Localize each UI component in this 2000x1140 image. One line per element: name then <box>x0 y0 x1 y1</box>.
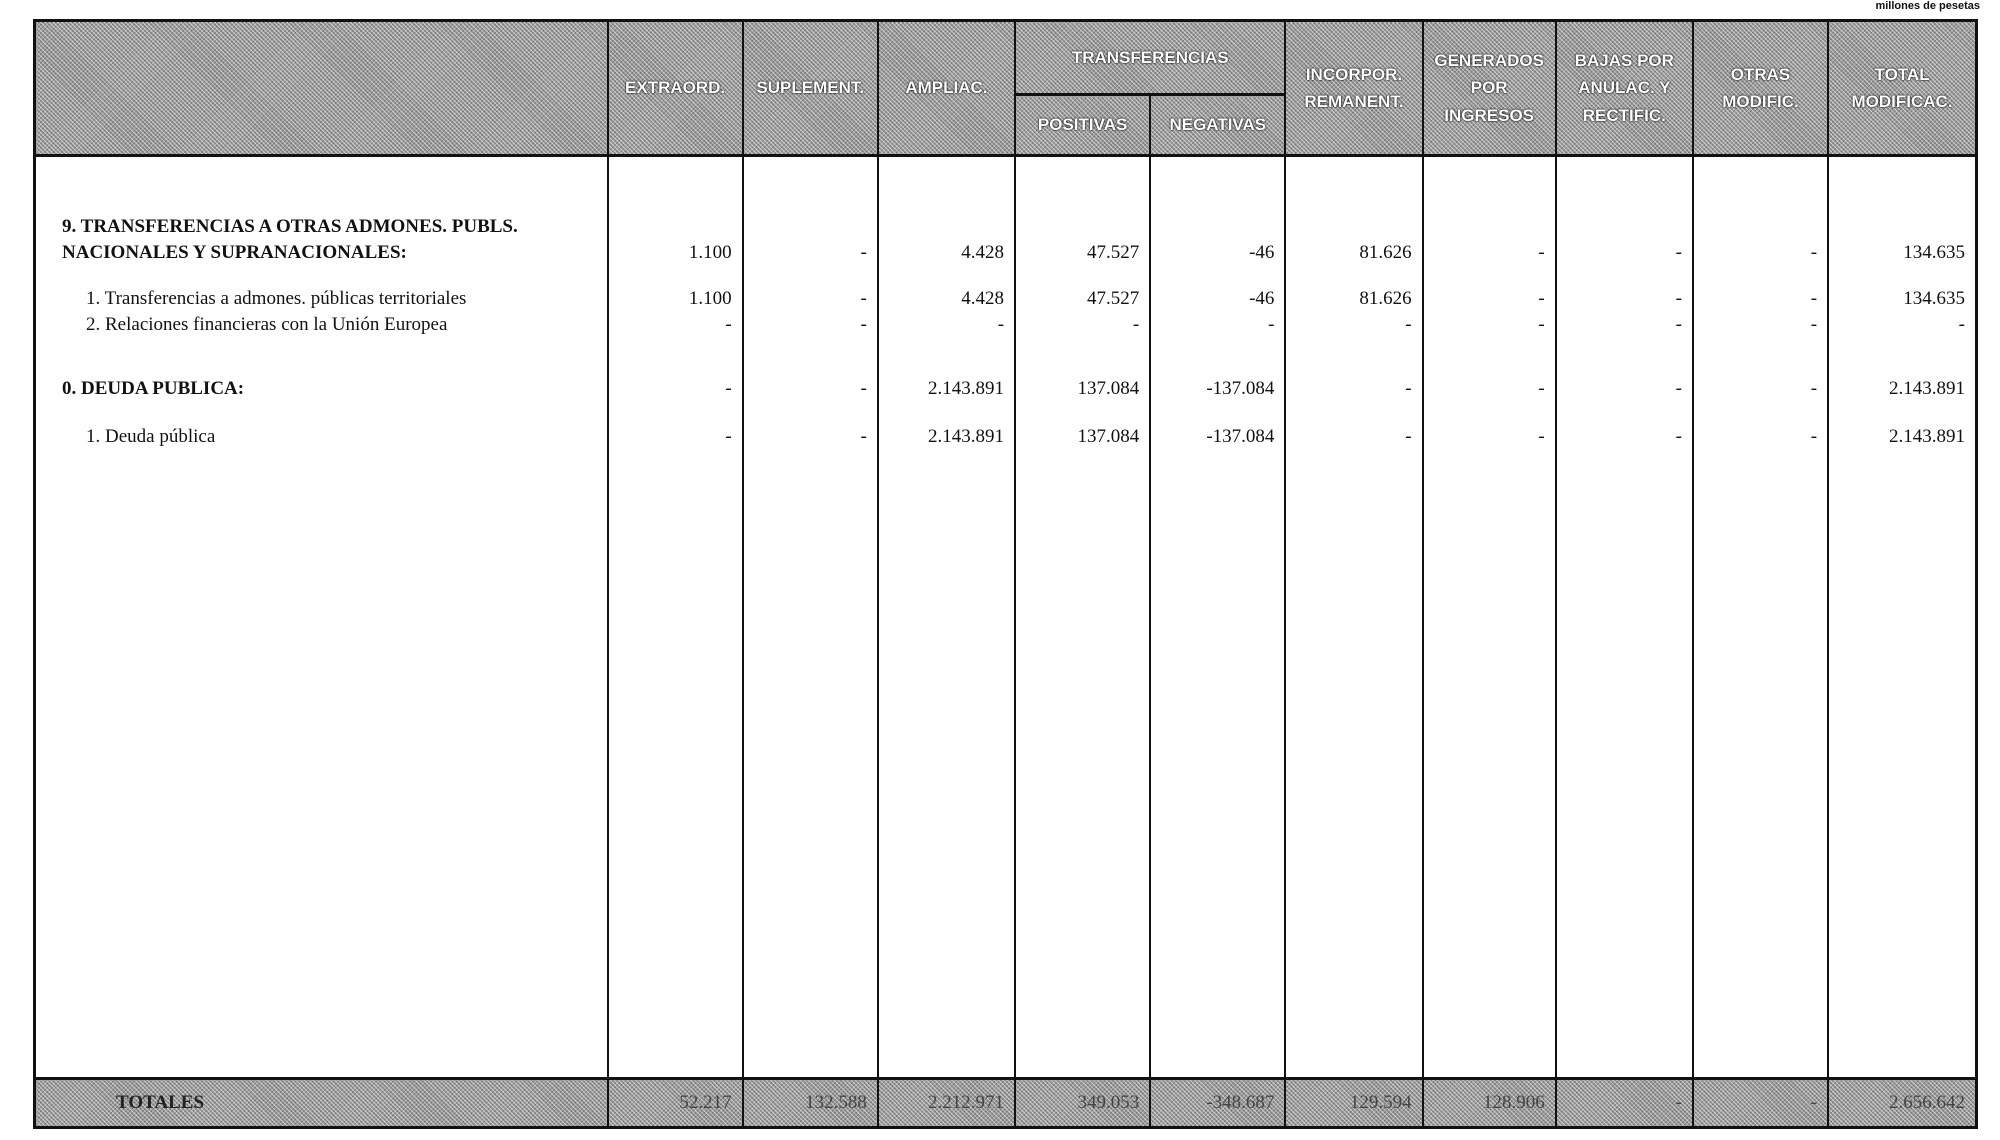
cell-extraord: - <box>608 374 743 404</box>
cell-ampliac: 2.143.891 <box>878 374 1015 404</box>
cell-extraord: 1.100 <box>608 286 743 312</box>
cell-extraord: 1.100 <box>608 212 743 266</box>
cell-ampliac: 4.428 <box>878 286 1015 312</box>
total-negativas: -348.687 <box>1150 1079 1285 1128</box>
header-incorpor <box>1285 21 1422 156</box>
cell-otras: - <box>1693 286 1828 312</box>
row-label: 2. Relaciones financieras con la Unión Europea <box>35 312 608 338</box>
cell-total: 134.635 <box>1828 212 1976 266</box>
row-label <box>35 212 608 266</box>
header-total-line1: TOTAL <box>1874 64 1930 84</box>
cell-suplement: - <box>743 212 878 266</box>
cell-incorpor: 81.626 <box>1285 212 1422 266</box>
cell-suplement: - <box>743 374 878 404</box>
total-generados: 128.906 <box>1423 1079 1556 1128</box>
table-row-category-0 <box>35 374 1977 404</box>
row-label: 1. Deuda pública <box>35 424 608 450</box>
cell-negativas: -137.084 <box>1150 424 1285 450</box>
header-generados <box>1423 21 1556 156</box>
cell-total: - <box>1828 312 1976 338</box>
header-incorpor-line2: REMANENT. <box>1304 92 1404 111</box>
table-row-item-9-1 <box>35 286 1977 312</box>
header-otras-line1: OTRAS <box>1730 64 1791 84</box>
cell-total: 134.635 <box>1828 286 1976 312</box>
table-row-totals <box>35 1079 1977 1128</box>
total-bajas: - <box>1556 1079 1693 1128</box>
header-generados-line1: GENERADOS <box>1434 51 1544 71</box>
cell-otras: - <box>1693 212 1828 266</box>
cell-generados: - <box>1423 374 1556 404</box>
row-label: 0. DEUDA PUBLICA: <box>35 374 608 404</box>
header-ampliac: AMPLIAC. <box>878 21 1015 156</box>
header-otras-line2: MODIFIC. <box>1722 92 1799 111</box>
cell-positivas: 137.084 <box>1015 424 1150 450</box>
cell-extraord: - <box>608 424 743 450</box>
cell-suplement: - <box>743 286 878 312</box>
total-positivas: 349.053 <box>1015 1079 1150 1128</box>
cell-incorpor: 81.626 <box>1285 286 1422 312</box>
table-row-item-0-1 <box>35 424 1977 450</box>
header-bajas-line1: BAJAS POR <box>1574 51 1674 71</box>
header-positivas: POSITIVAS <box>1015 95 1150 156</box>
cell-otras: - <box>1693 424 1828 450</box>
header-bajas-line3: RECTIFIC. <box>1582 105 1666 125</box>
cell-bajas: - <box>1556 424 1693 450</box>
total-ampliac: 2.212.971 <box>878 1079 1015 1128</box>
cell-positivas: 47.527 <box>1015 212 1150 266</box>
header-bajas <box>1556 21 1693 156</box>
cell-bajas: - <box>1556 212 1693 266</box>
cell-positivas: 137.084 <box>1015 374 1150 404</box>
cell-negativas: -46 <box>1150 212 1285 266</box>
totals-label: TOTALES <box>35 1079 608 1128</box>
cell-generados: - <box>1423 286 1556 312</box>
header-incorpor-line1: INCORPOR. <box>1305 64 1403 84</box>
cell-otras: - <box>1693 374 1828 404</box>
cell-incorpor: - <box>1285 424 1422 450</box>
cell-negativas: -137.084 <box>1150 374 1285 404</box>
table-row-item-9-2 <box>35 312 1977 338</box>
cell-bajas: - <box>1556 286 1693 312</box>
total-suplement: 132.588 <box>743 1079 878 1128</box>
header-concept <box>35 21 608 156</box>
header-transferencias: TRANSFERENCIAS <box>1015 21 1285 95</box>
header-negativas: NEGATIVAS <box>1150 95 1285 156</box>
total-total: 2.656.642 <box>1828 1079 1976 1128</box>
units-label: millones de pesetas <box>1875 0 1980 12</box>
cell-ampliac: - <box>878 312 1015 338</box>
cell-ampliac: 2.143.891 <box>878 424 1015 450</box>
cell-otras: - <box>1693 312 1828 338</box>
row-label-line1: 9. TRANSFERENCIAS A OTRAS ADMONES. PUBLS. <box>62 215 518 237</box>
cell-suplement: - <box>743 312 878 338</box>
cell-bajas: - <box>1556 374 1693 404</box>
budget-modifications-table <box>33 19 1978 1129</box>
cell-negativas: -46 <box>1150 286 1285 312</box>
row-label: 1. Transferencias a admones. públicas territoriales <box>35 286 608 312</box>
cell-extraord: - <box>608 312 743 338</box>
header-generados-line2: POR <box>1470 78 1508 98</box>
header-total-line2: MODIFICAC. <box>1851 92 1953 111</box>
cell-positivas: 47.527 <box>1015 286 1150 312</box>
cell-total: 2.143.891 <box>1828 424 1976 450</box>
header-generados-line3: INGRESOS <box>1444 105 1535 125</box>
header-otras <box>1693 21 1828 156</box>
cell-generados: - <box>1423 312 1556 338</box>
total-extraord: 52.217 <box>608 1079 743 1128</box>
header-total <box>1828 21 1976 156</box>
cell-ampliac: 4.428 <box>878 212 1015 266</box>
total-otras: - <box>1693 1079 1828 1128</box>
cell-generados: - <box>1423 424 1556 450</box>
cell-generados: - <box>1423 212 1556 266</box>
cell-total: 2.143.891 <box>1828 374 1976 404</box>
header-suplement: SUPLEMENT. <box>743 21 878 156</box>
total-incorpor: 129.594 <box>1285 1079 1422 1128</box>
cell-bajas: - <box>1556 312 1693 338</box>
cell-suplement: - <box>743 424 878 450</box>
header-bajas-line2: ANULAC. Y <box>1578 78 1671 98</box>
row-label-line2: NACIONALES Y SUPRANACIONALES: <box>62 241 407 263</box>
cell-incorpor: - <box>1285 374 1422 404</box>
cell-negativas: - <box>1150 312 1285 338</box>
table-row-category-9 <box>35 212 1977 266</box>
header-extraord: EXTRAORD. <box>608 21 743 156</box>
cell-positivas: - <box>1015 312 1150 338</box>
cell-incorpor: - <box>1285 312 1422 338</box>
